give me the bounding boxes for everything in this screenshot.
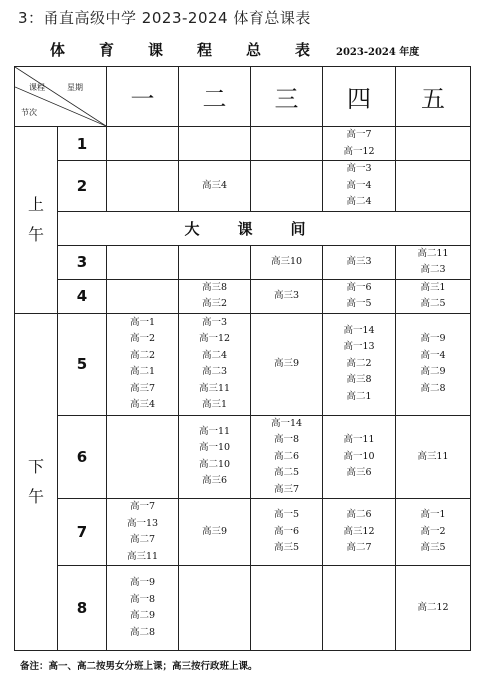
period-row <box>15 313 471 415</box>
class-entry: 高二7 <box>346 542 372 554</box>
class-entry: 高三9 <box>201 525 228 537</box>
corner-course-label: 课程 <box>29 83 45 92</box>
class-entry: 高一1 <box>420 509 446 521</box>
class-cell-thu <box>323 499 396 566</box>
recess-label: 大课间 <box>58 211 471 245</box>
class-cell-thu <box>323 161 396 212</box>
class-cell-fri <box>396 566 471 651</box>
class-cell-tue <box>179 566 251 651</box>
class-entry: 高二8 <box>420 382 446 394</box>
class-entry: 高一14 <box>270 417 303 429</box>
class-entry: 高一6 <box>273 525 300 537</box>
class-entry: 高三11 <box>198 382 231 394</box>
class-entry: 高三9 <box>273 357 300 369</box>
footnote: 备注：高一、高二按男女分班上课；高三按行政班上课。 <box>20 661 258 672</box>
class-entry: 高三6 <box>346 467 372 478</box>
class-cell-wed <box>251 415 323 499</box>
class-cell-wed <box>251 245 323 279</box>
class-entry: 高一5 <box>346 298 372 309</box>
class-entry: 高一14 <box>343 324 375 336</box>
class-entry: 高一7 <box>346 129 372 140</box>
period-row <box>15 566 471 651</box>
class-cell-mon <box>107 415 179 499</box>
class-entry: 高一1 <box>129 316 156 328</box>
class-cell-fri <box>396 279 471 313</box>
class-cell-thu <box>323 279 396 313</box>
corner-period-label: 节次 <box>21 108 37 117</box>
period-number: 4 <box>58 279 107 313</box>
class-entry: 高一12 <box>198 333 231 344</box>
class-cell-thu <box>323 127 396 161</box>
period-row <box>15 499 471 566</box>
class-entry: 高三7 <box>129 382 156 394</box>
class-entry: 高二6 <box>273 450 300 462</box>
class-entry: 高三4 <box>201 179 228 191</box>
period-row <box>15 127 471 161</box>
document-title: 3：甬直高级中学 2023-2024 体育总课表 <box>18 9 311 27</box>
class-cell-fri <box>396 127 471 161</box>
class-cell-wed <box>251 279 323 313</box>
class-entry: 高一3 <box>346 163 372 174</box>
period-number: 1 <box>58 127 107 161</box>
period-row <box>15 415 471 499</box>
period-number: 3 <box>58 245 107 279</box>
class-entry: 高一9 <box>129 577 156 588</box>
class-entry: 高二5 <box>420 298 446 309</box>
class-cell-wed <box>251 313 323 415</box>
period-number: 7 <box>58 499 107 566</box>
class-cell-wed <box>251 499 323 566</box>
class-entry: 高二7 <box>129 534 156 545</box>
class-cell-tue <box>179 161 251 212</box>
afternoon-label <box>15 313 58 651</box>
class-cell-fri <box>396 499 471 566</box>
class-entry: 高一4 <box>420 349 446 361</box>
class-cell-mon <box>107 279 179 313</box>
period-row <box>15 279 471 313</box>
period-number: 2 <box>58 161 107 212</box>
class-entry: 高三3 <box>346 255 372 267</box>
class-entry: 高二9 <box>129 610 156 621</box>
period-row <box>15 161 471 212</box>
class-cell-thu <box>323 245 396 279</box>
class-entry: 高二3 <box>420 264 446 275</box>
class-entry: 高二4 <box>346 196 372 207</box>
class-entry: 高二9 <box>420 366 446 377</box>
class-cell-thu <box>323 566 396 651</box>
class-entry: 高一3 <box>201 316 228 328</box>
class-cell-tue <box>179 245 251 279</box>
class-entry: 高一10 <box>343 450 375 462</box>
class-entry: 高三8 <box>346 374 372 386</box>
class-entry: 高二11 <box>417 247 449 259</box>
table-heading <box>50 39 470 61</box>
class-entry: 高二1 <box>346 390 372 402</box>
class-entry: 高一11 <box>343 434 375 445</box>
class-entry: 高二2 <box>129 349 156 361</box>
class-entry: 高一2 <box>420 525 446 537</box>
class-cell-fri <box>396 313 471 415</box>
day-header-mon: 一 <box>107 67 179 127</box>
corner-header <box>15 67 107 127</box>
class-entry: 高一13 <box>126 517 159 529</box>
class-entry: 高一7 <box>129 501 156 512</box>
class-entry: 高一9 <box>420 333 446 344</box>
class-cell-tue <box>179 313 251 415</box>
class-cell-tue <box>179 127 251 161</box>
class-entry: 高一8 <box>129 593 156 605</box>
class-entry: 高一5 <box>273 509 300 521</box>
period-number: 5 <box>58 313 107 415</box>
period-number: 8 <box>58 566 107 651</box>
corner-weekday-label: 星期 <box>67 83 83 92</box>
class-entry: 高一6 <box>346 281 372 293</box>
class-entry: 高一2 <box>129 333 156 344</box>
table-title: 体育课程总表 <box>50 41 345 59</box>
class-entry: 高三1 <box>201 399 228 410</box>
class-entry: 高三11 <box>126 550 159 562</box>
class-entry: 高三4 <box>129 399 156 410</box>
class-entry: 高三8 <box>201 281 228 293</box>
class-entry: 高三5 <box>273 542 300 554</box>
period-row <box>15 245 471 279</box>
class-cell-tue <box>179 415 251 499</box>
class-entry: 高二1 <box>129 366 156 377</box>
class-cell-tue <box>179 499 251 566</box>
morning-label-char: 上 <box>27 194 44 214</box>
class-entry: 高三6 <box>201 475 228 487</box>
class-cell-mon <box>107 313 179 415</box>
class-entry: 高二8 <box>129 626 156 638</box>
class-cell-tue <box>179 279 251 313</box>
class-entry: 高一4 <box>346 179 372 191</box>
class-cell-mon <box>107 499 179 566</box>
class-entry: 高二3 <box>201 366 228 377</box>
class-entry: 高三5 <box>420 542 446 554</box>
class-entry: 高一13 <box>343 341 375 353</box>
class-entry: 高一11 <box>198 425 231 437</box>
morning-label-char: 午 <box>27 224 44 244</box>
class-cell-thu <box>323 313 396 415</box>
class-entry: 高一8 <box>273 434 300 445</box>
class-cell-wed <box>251 127 323 161</box>
afternoon-label-char: 下 <box>27 456 44 476</box>
class-cell-fri <box>396 245 471 279</box>
class-cell-fri <box>396 161 471 212</box>
class-entry: 高二2 <box>346 357 372 369</box>
schedule-table <box>14 66 471 651</box>
afternoon-label-char: 午 <box>27 486 44 506</box>
recess-row <box>15 211 471 245</box>
morning-label <box>15 127 58 314</box>
class-entry: 高三10 <box>270 255 303 267</box>
class-entry: 高二10 <box>198 458 231 470</box>
day-header-fri: 五 <box>396 67 471 127</box>
class-entry: 高二12 <box>417 601 449 613</box>
class-entry: 高三12 <box>343 525 375 537</box>
day-header-thu: 四 <box>323 67 396 127</box>
class-entry: 高二6 <box>346 509 372 521</box>
class-cell-wed <box>251 566 323 651</box>
class-entry: 高一10 <box>198 442 231 454</box>
class-entry: 高二5 <box>273 467 300 478</box>
class-cell-wed <box>251 161 323 212</box>
school-year: 2023-2024 年度 <box>336 47 420 58</box>
class-entry: 高三7 <box>273 483 300 495</box>
class-entry: 高一12 <box>343 145 375 157</box>
class-entry: 高三11 <box>417 450 449 462</box>
class-entry: 高三1 <box>420 281 446 293</box>
class-entry: 高三3 <box>273 289 300 301</box>
class-entry: 高三2 <box>201 298 228 309</box>
day-header-tue: 二 <box>179 67 251 127</box>
class-cell-mon <box>107 161 179 212</box>
class-cell-mon <box>107 566 179 651</box>
class-cell-fri <box>396 415 471 499</box>
class-entry: 高二4 <box>201 349 228 361</box>
class-cell-thu <box>323 415 396 499</box>
class-cell-mon <box>107 245 179 279</box>
header-row <box>15 67 471 127</box>
day-header-wed: 三 <box>251 67 323 127</box>
class-cell-mon <box>107 127 179 161</box>
period-number: 6 <box>58 415 107 499</box>
